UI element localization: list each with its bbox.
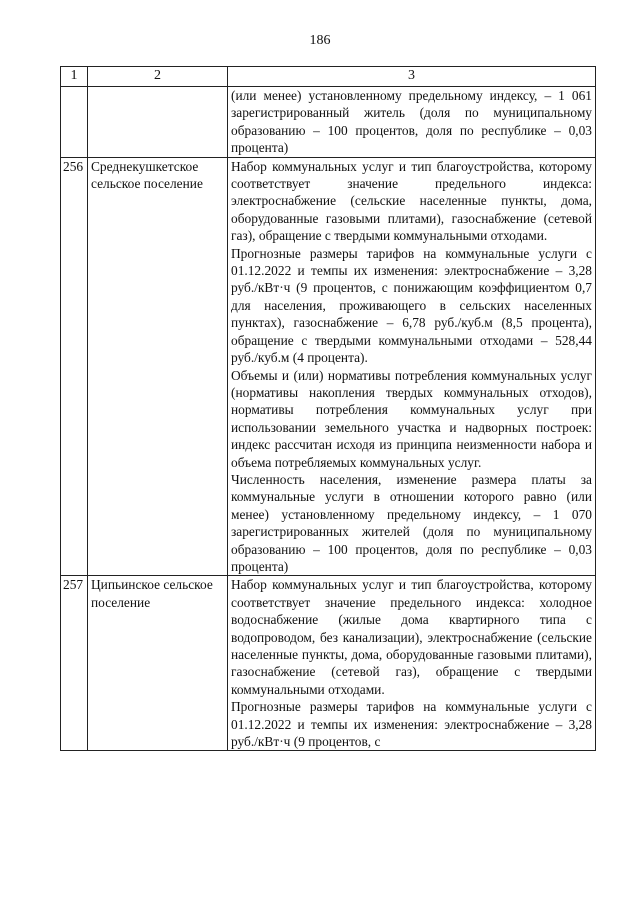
table-row (61, 576, 596, 751)
row-number: 256 (61, 157, 88, 576)
column-header: 3 (228, 67, 596, 87)
row-description (228, 157, 596, 576)
description-paragraph: Прогнозные размеры тарифов на коммунальные услуги с 01.12.2022 и темпы их изменения: электроснабжение – 3,28 руб./кВт·ч (9 процентов, с понижающим коэффициентом 0,7 для населения, проживающего в сельских населенных пунктах), газоснабжение – 6,78 руб./куб.м (8,5 процента), обращение с твердыми коммунальными отходами – 528,44 руб./куб.м (4 процента). (231, 245, 592, 366)
description-paragraph: Набор коммунальных услуг и тип благоустройства, которому соответствует значение предельного индекса: электроснабжение (сельские населенные пункты, дома, оборудованные газовыми плитами), газоснабжение (сетевой газ), обращение с твердыми коммунальными отходами. (231, 158, 592, 244)
description-paragraph: (или менее) установленному предельному индексу, – 1 061 зарегистрированный житель (доля по муниципальному образованию – 100 процентов, доля по республике – 0,03 процента) (231, 88, 592, 156)
row-description (228, 87, 596, 158)
description-paragraph: Прогнозные размеры тарифов на коммунальные услуги с 01.12.2022 и темпы их изменения: электроснабжение – 3,28 руб./кВт·ч (9 процентов, с (231, 699, 592, 750)
tariff-table (60, 66, 596, 751)
row-description (228, 576, 596, 751)
table-row (61, 87, 596, 158)
table-row (61, 157, 596, 576)
settlement-name: Ципьинское сельское поселение (88, 576, 228, 751)
description-paragraph: Набор коммунальных услуг и тип благоустройства, которому соответствует значение предельного индекса: холодное водоснабжение (жилые дома квартирного типа с водопроводом, без канализации), электроснабжение (сельские населенные пункты, дома, оборудованные газовыми плитами), газоснабжение (сетевой газ), обращение с твердыми коммунальными отходами. (231, 577, 592, 697)
row-number: 257 (61, 576, 88, 751)
column-header: 1 (61, 67, 88, 87)
table-header-row (61, 67, 596, 87)
page-number: 186 (309, 33, 331, 48)
settlement-name: Среднекушкетское сельское поселение (88, 157, 228, 576)
description-paragraph: Объемы и (или) нормативы потребления коммунальных услуг (нормативы накопления твердых коммунальных отходов), нормативы потребления коммунальных услуг при использовании земельного участка и надворных построек: индекс рассчитан исходя из принципа неизменности набора и объема потребляемых коммунальных услуг. (231, 367, 592, 470)
settlement-name (88, 87, 228, 158)
row-number (61, 87, 88, 158)
column-header: 2 (88, 67, 228, 87)
description-paragraph: Численность населения, изменение размера платы за коммунальные услуги в отношении которого равно (или менее) установленному предельному индексу, – 1 070 зарегистрированных жителей (доля по муниципальному образованию – 100 процентов, доля по республике – 0,03 процента) (231, 471, 592, 574)
